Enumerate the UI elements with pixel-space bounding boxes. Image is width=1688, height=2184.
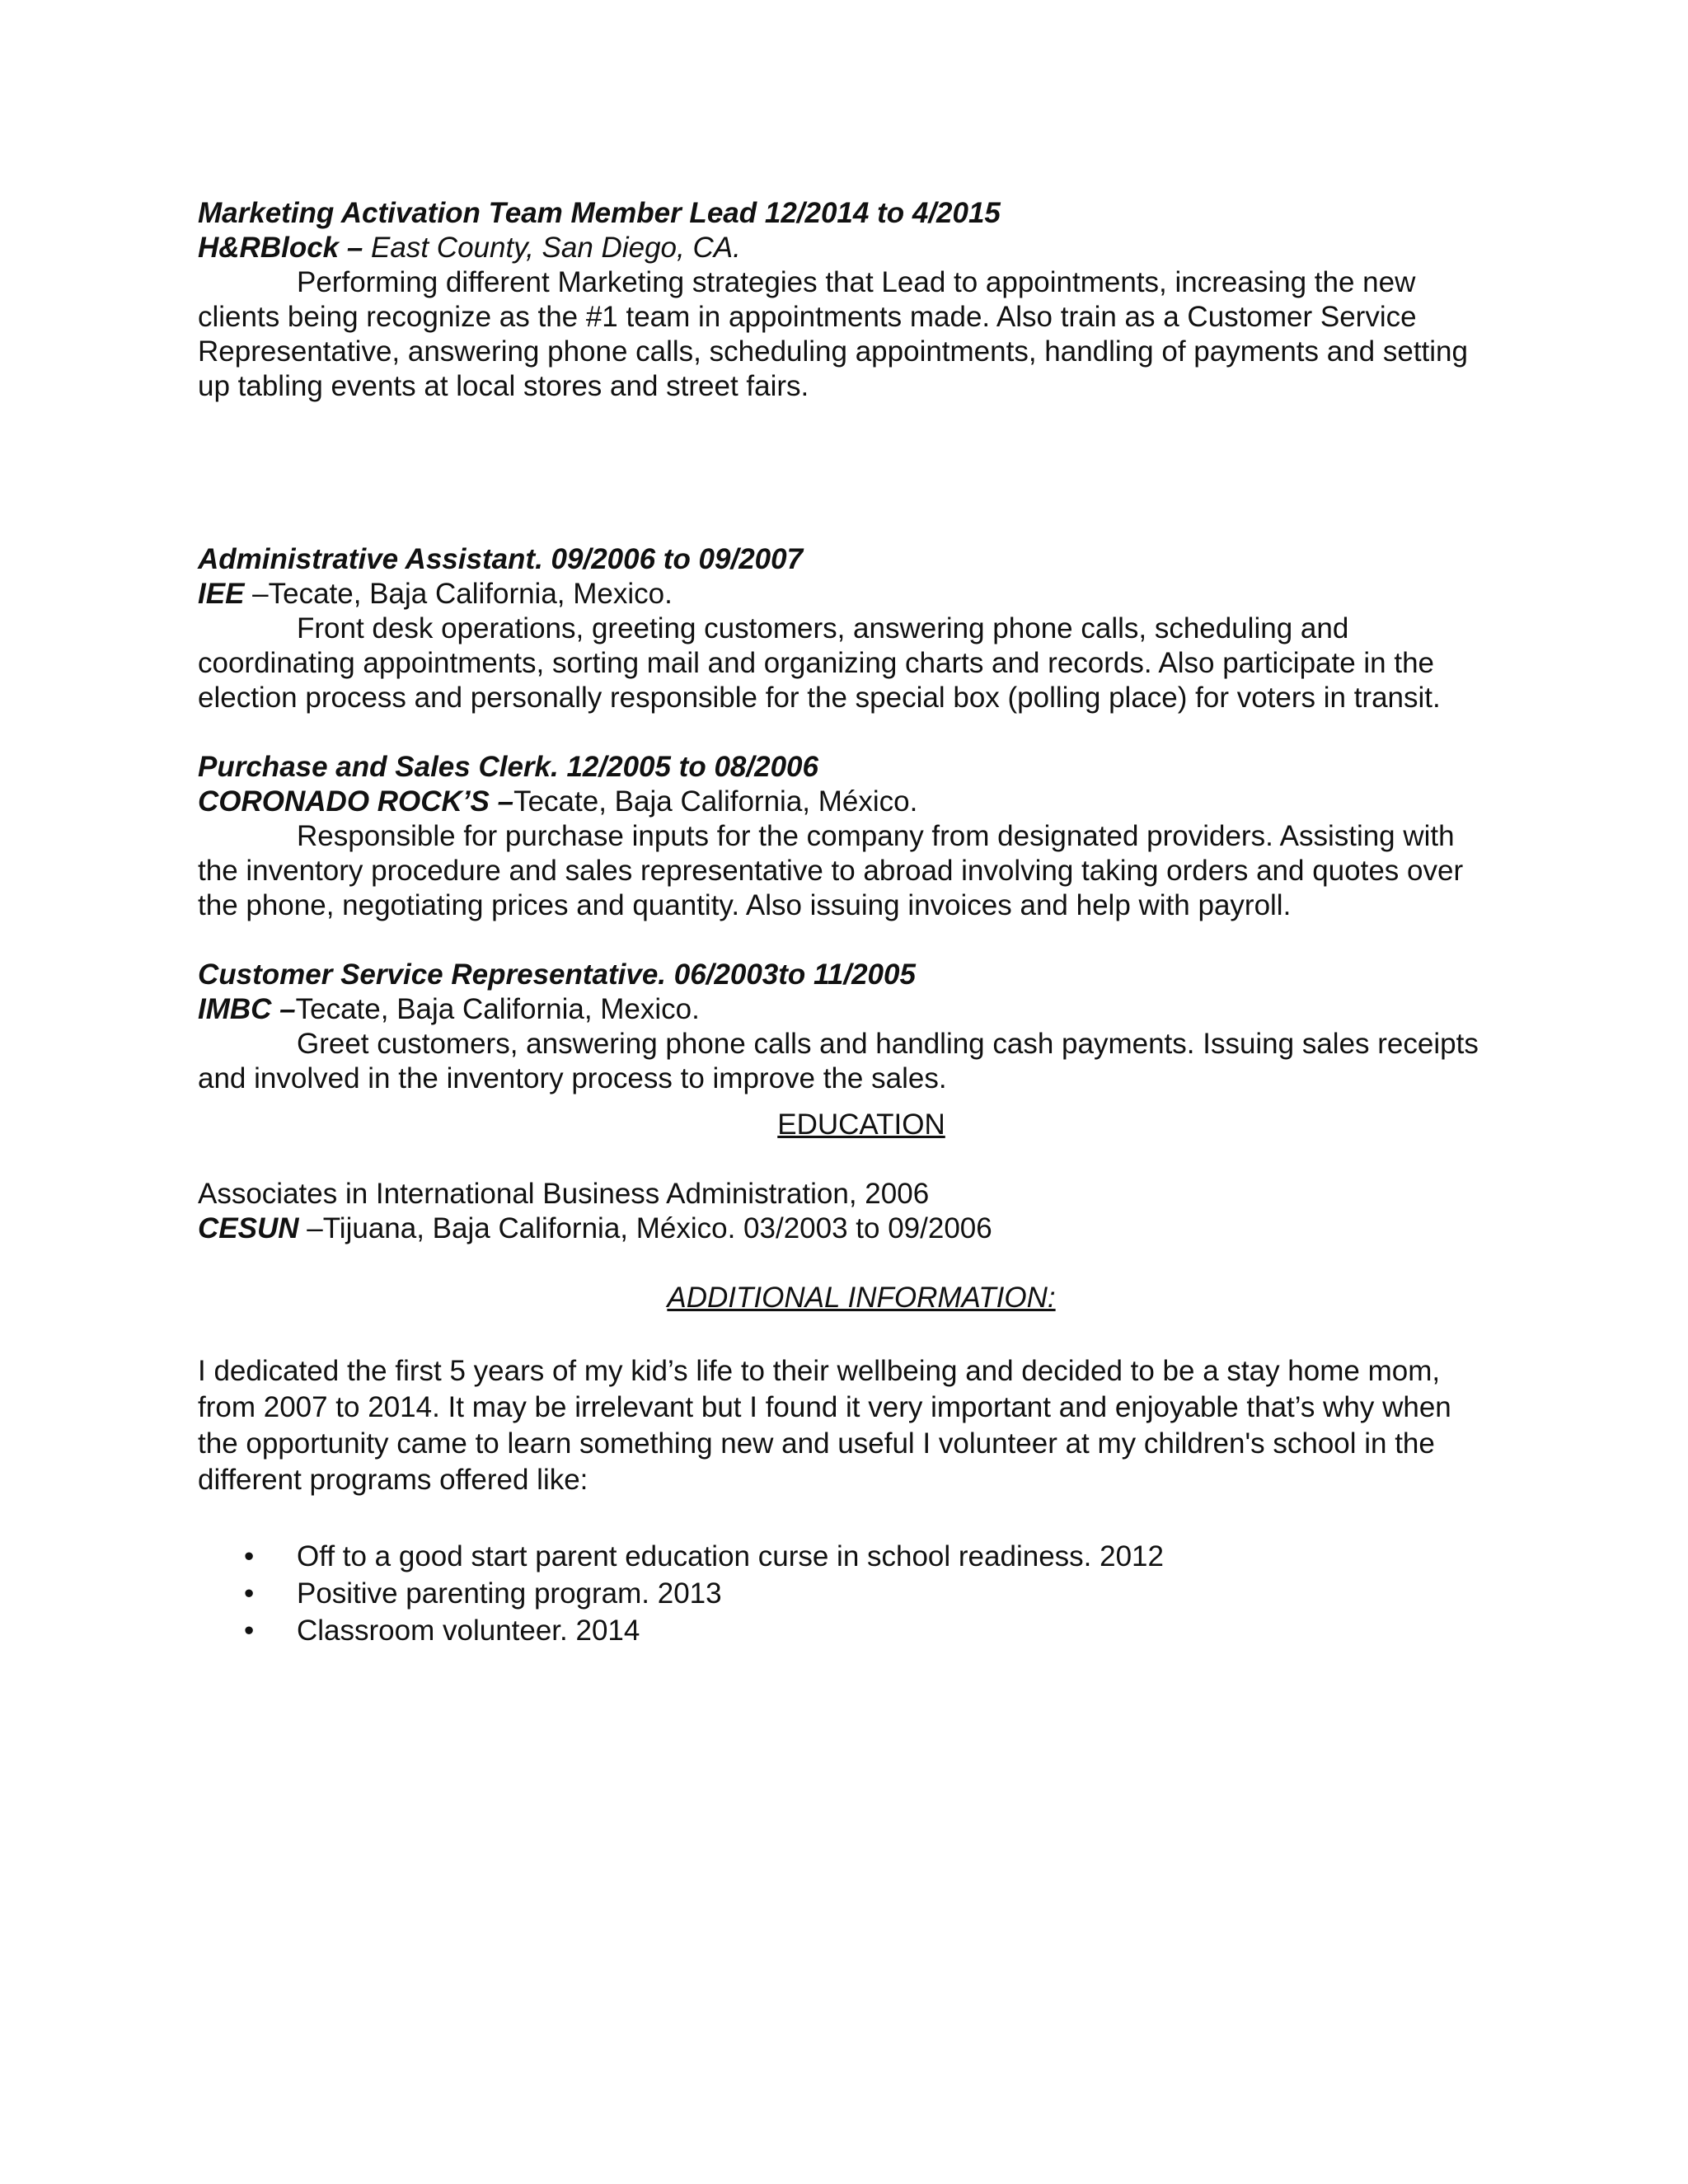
job-entry-imbc (198, 958, 1484, 1096)
list-item-text: Positive parenting program. 2013 (297, 1577, 722, 1610)
spacer (198, 715, 1484, 750)
list-item-text: Off to a good start parent education curse in school readiness. 2012 (297, 1540, 1164, 1572)
list-item-text: Classroom volunteer. 2014 (297, 1615, 640, 1647)
bullet-icon: • (244, 1615, 255, 1647)
company-name: H&RBlock – (198, 232, 363, 264)
education-school-line (198, 1212, 1484, 1246)
school-name: CESUN (198, 1212, 299, 1244)
school-detail: –Tijuana, Baja California, México. 03/2003 to 09/2006 (298, 1212, 992, 1244)
spacer (198, 1142, 1484, 1177)
company-line (198, 577, 1484, 612)
additional-info-heading: ADDITIONAL INFORMATION: (667, 1282, 1056, 1314)
spacer (198, 1096, 1484, 1108)
company-name: IEE (198, 578, 245, 610)
job-entry-iee (198, 542, 1484, 715)
job-entry-hrblock (198, 196, 1484, 404)
job-description: Performing different Marketing strategies that Lead to appointments, increasing the new clients being recognize as the #1 team in appointments made. Also train as a Customer Service Representative, answering phone calls, scheduling appointments, handling of payments and setting up tabling events at local stores and street fairs. (198, 266, 1468, 402)
job-title: Customer Service Representative. 06/2003to 11/2005 (198, 958, 916, 991)
job-description: Greet customers, answering phone calls and handling cash payments. Issuing sales receipts and involved in the inventory process to improve the sales. (198, 1028, 1479, 1094)
resume-page (198, 196, 1484, 1649)
spacer (198, 1246, 1484, 1281)
job-description: Front desk operations, greeting customers, answering phone calls, scheduling and coordinating appointments, sorting mail and organizing charts and records. Also participate in the election process and personally responsible for the special box (polling place) for voters in transit. (198, 612, 1441, 714)
spacer (198, 923, 1484, 958)
education-heading: EDUCATION (777, 1108, 945, 1141)
job-entry-coronado (198, 750, 1484, 923)
list-item (198, 1612, 1484, 1649)
company-location: Tecate, Baja California, Mexico. (295, 993, 700, 1025)
company-line (198, 785, 1484, 819)
volunteer-program-list (198, 1538, 1484, 1649)
spacer (198, 1315, 1484, 1353)
list-item (198, 1575, 1484, 1612)
company-location: Tecate, Baja California, México. (513, 785, 918, 818)
company-name: IMBC – (198, 993, 296, 1025)
spacer (198, 1498, 1484, 1538)
bullet-icon: • (244, 1577, 255, 1610)
company-location: East County, San Diego, CA. (363, 232, 741, 264)
job-title: Administrative Assistant. 09/2006 to 09/2007 (198, 543, 804, 575)
job-title: Purchase and Sales Clerk. 12/2005 to 08/2006 (198, 751, 818, 783)
bullet-icon: • (244, 1540, 255, 1572)
additional-info-paragraph: I dedicated the first 5 years of my kid’s life to their wellbeing and decided to be a stay home mom, from 2007 to 2014. It may be irrelevant but I found it very important and enjoyable that’s why when the opportunity came to learn something new and useful I volunteer at my children's school in the different programs offered like: (198, 1355, 1451, 1496)
company-line (198, 231, 1484, 265)
company-line (198, 992, 1484, 1027)
job-title: Marketing Activation Team Member Lead 12/2014 to 4/2015 (198, 197, 1001, 229)
spacer (198, 404, 1484, 542)
list-item (198, 1538, 1484, 1575)
company-name: CORONADO ROCK’S – (198, 785, 514, 818)
company-location: –Tecate, Baja California, Mexico. (244, 578, 673, 610)
job-description: Responsible for purchase inputs for the company from designated providers. Assisting with the inventory procedure and sales representative to abroad involving taking orders and quotes over the phone, negotiating prices and quantity. Also issuing invoices and help with payroll. (198, 820, 1464, 921)
education-degree: Associates in International Business Administration, 2006 (198, 1178, 930, 1210)
